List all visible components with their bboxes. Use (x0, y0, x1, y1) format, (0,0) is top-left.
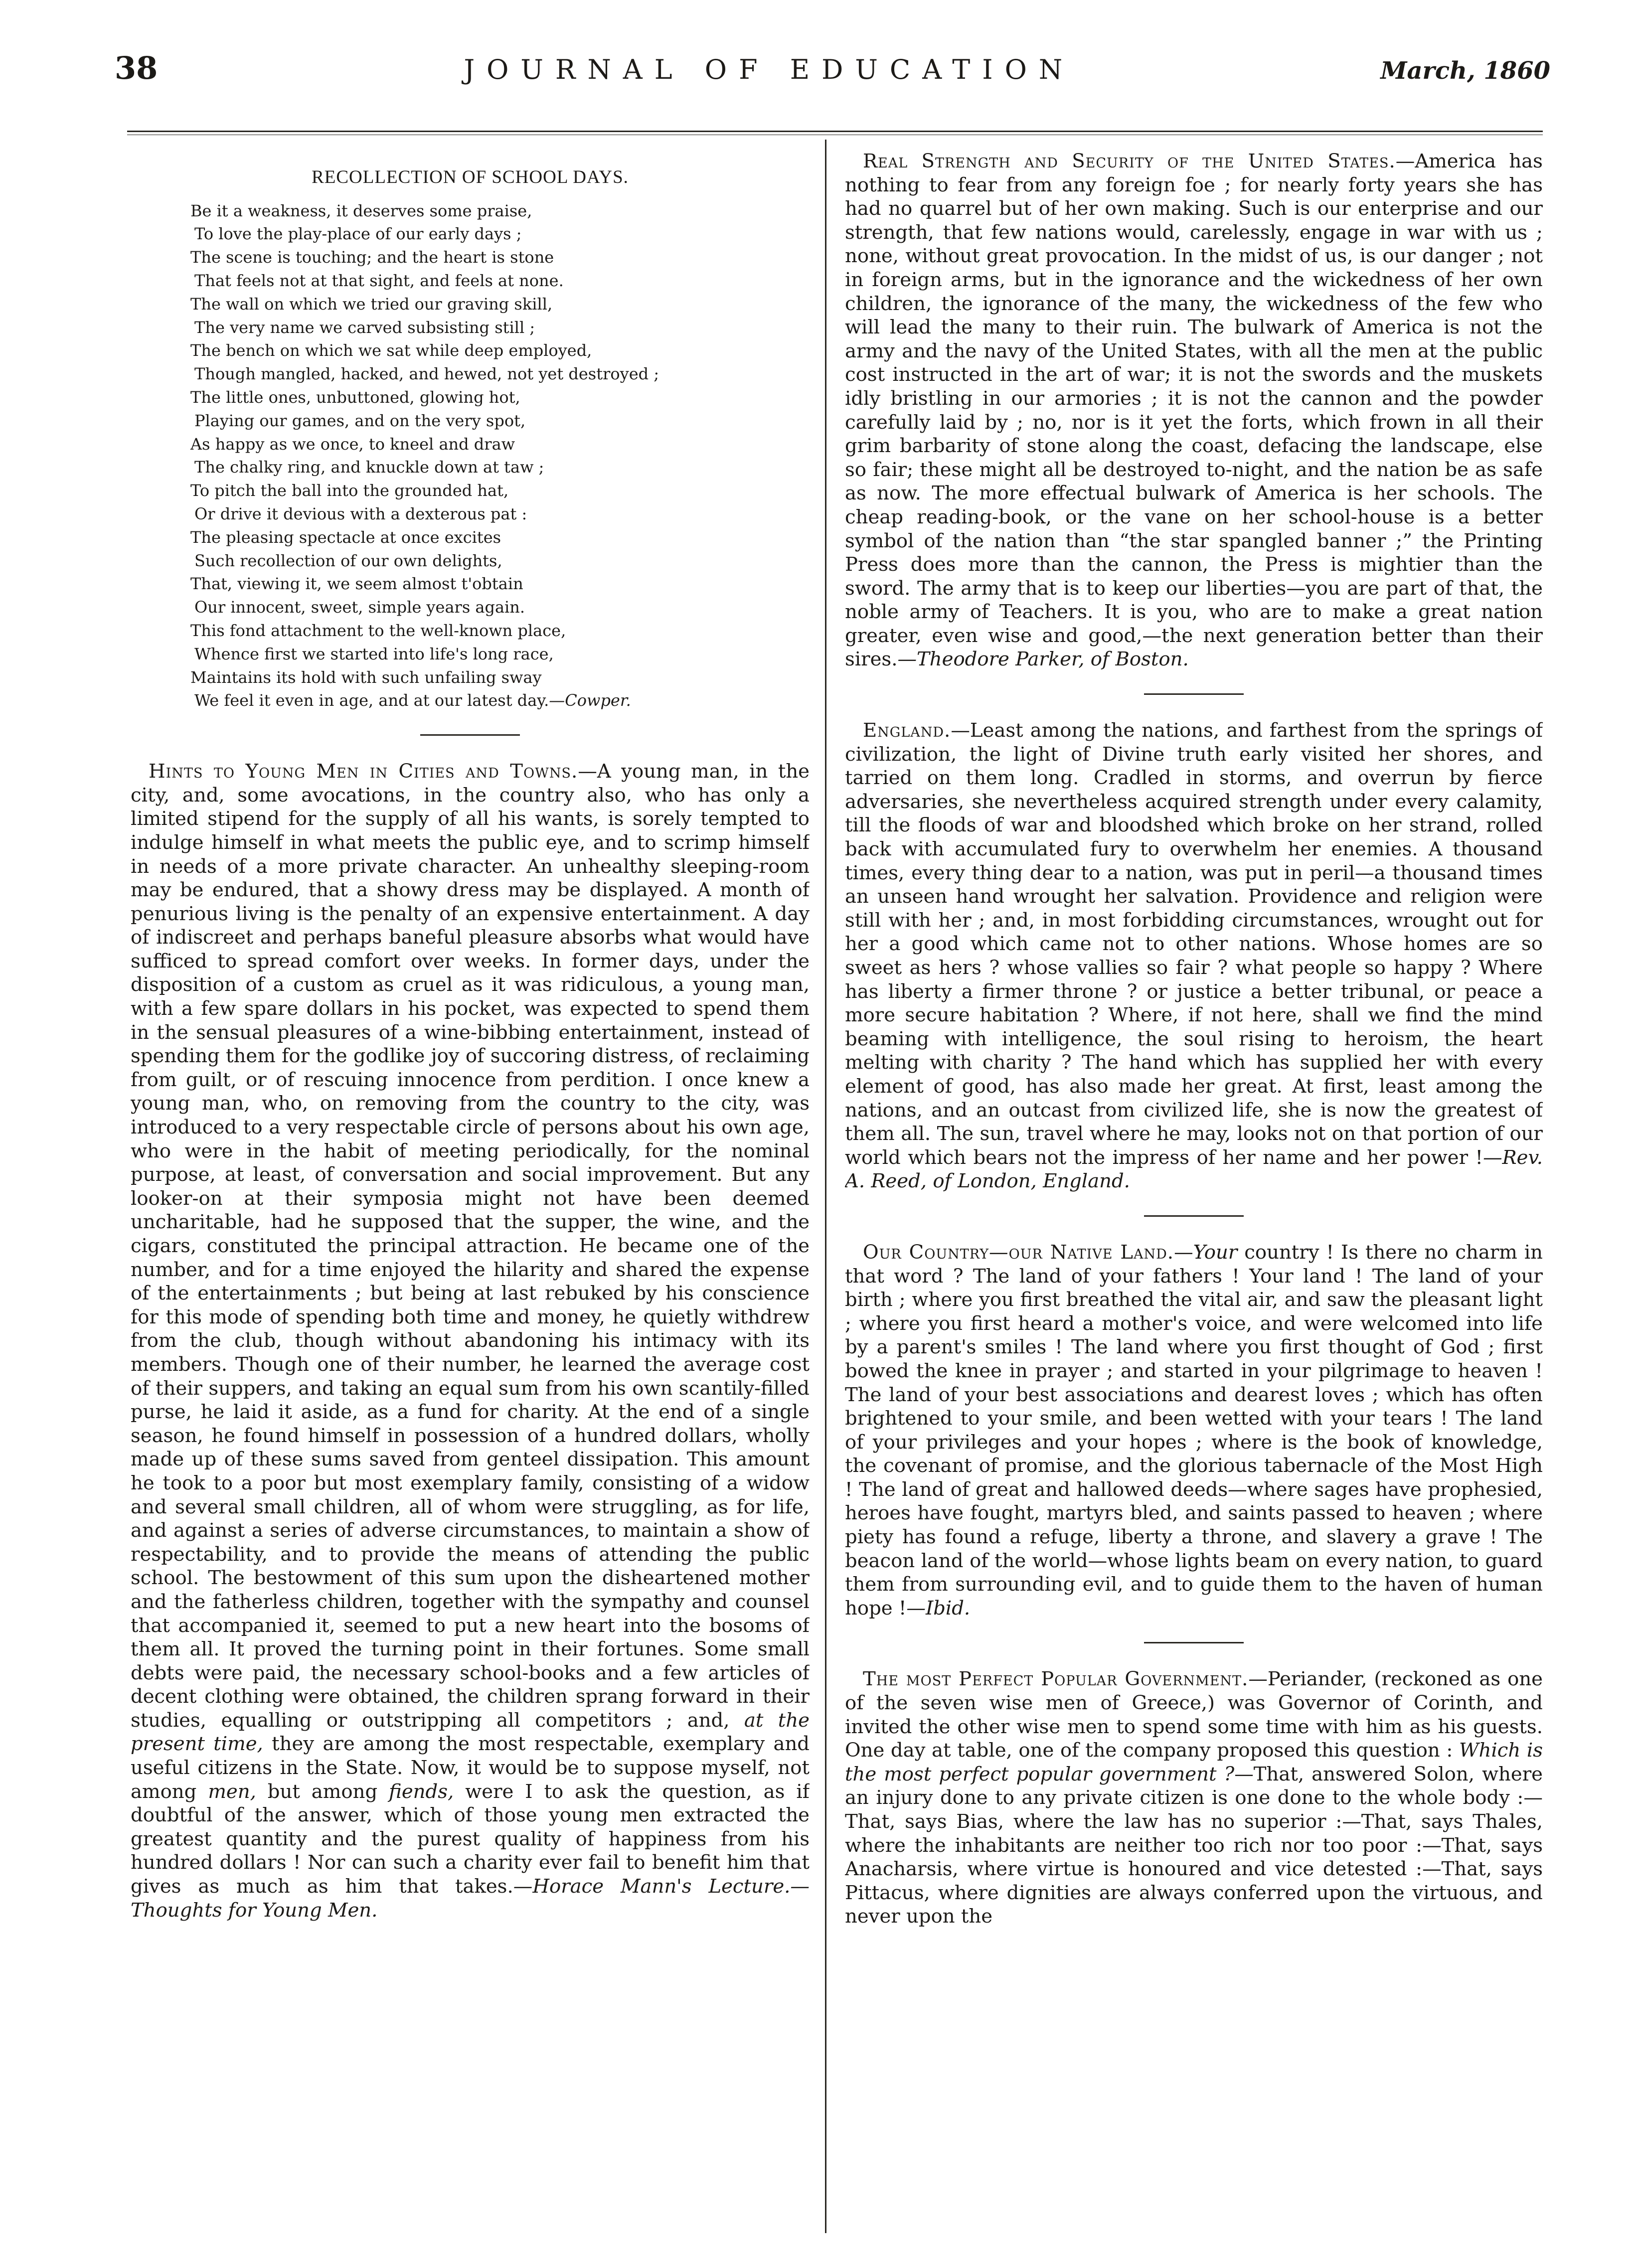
article-text: —That, answered Solon, where an injury done to any private citizen is one done to the whole body :—That, says Bias, where the law has no superior :—That, says Thales, where the inhabitants are neither too rich nor too poor :—That, says Anacharsis, where virtue is honoured and vice detested :—That, says Pittacus, where dignities are always conferred upon the virtuous, and never upon the (845, 1763, 1543, 1928)
article-attribution: —Ibid. (906, 1597, 971, 1620)
poem (190, 199, 810, 713)
article-hints-body (131, 760, 810, 1922)
article-italic: men, (208, 1780, 256, 1803)
article-italic: Which is the most perfect popular government ? (845, 1739, 1543, 1785)
poem-line: The scene is touching; and the heart is stone (190, 248, 554, 267)
article-attribution: —Rev. A. Reed, of London, England. (845, 1146, 1543, 1193)
article-text: —America has nothing to fear from any foreign foe ; for nearly forty years she has had no quarrel but of her own making. Such is our enterprise and our strength, that few nations would, carelessly, engage in war with us ; none, without great provocation. In the midst of us, is our danger ; not in foreign arms, but in the ignorance and the wickedness of her own children, the ignorance of the many, the wickedness of the few who will lead the many to their ruin. The bulwark of America is not the army and the navy of the United States, with all the men at the public cost instructed in the art of war; it is not the swords and the muskets idly bristling in our armories ; it is not the cannon and the powder carefully laid by ; no, nor is it yet the forts, which frown in all their grim barbarity of stone along the coast, defacing the landscape, else so fair; these might all be destroyed to-night, and the nation be as safe as now. The more effectual bulwark of America is her schools. The cheap reading-book, or the vane on her school-house is a better symbol of the nation than “the star spangled banner ;” the Printing Press does more than the cannon, the Press is mightier than the sword. The army that is to keep our liberties—you are part of that, the noble army of Teachers. It is you, who are to make a great nation greater, even wise and good,—the next generation better than their sires. (845, 150, 1543, 671)
poem-line: This fond attachment to the well-known place, (190, 621, 566, 640)
article-text: were I to ask the question, as if doubtful of the answer, which of those young men extracted the greatest quantity and the purest quality of happiness from his hundred dollars ! Nor can such a charity ever fail to benefit him that gives as much as him that takes. (131, 1780, 810, 1898)
poem-line-last (190, 689, 810, 712)
section-separator (1144, 693, 1244, 695)
article-england-body (845, 719, 1543, 1193)
article-country-body (845, 1241, 1543, 1620)
article-attribution: —Theodore Parker, of Boston. (897, 648, 1189, 671)
header-rule (127, 131, 1543, 132)
poem-line: As happy as we once, to kneel and draw (190, 434, 515, 454)
article-italic: Your (1193, 1241, 1238, 1264)
article-text: — (1174, 1241, 1193, 1264)
poem-line: Whence first we started into life's long race, (194, 644, 554, 663)
article-text: —Least among the nations, and farthest from the springs of civilization, the light of Divine truth early visited her shores, and tarried on them long. Cradled in storms, and overrun by fierce adversaries, she nevertheless acquired strength under every calamity, till the floods of war and bloodshed which broke on her strand, rolled back with accumulated fury to overwhelm her enemies. A thousand times, every thing dear to a nation, was put in peril—a thousand times an unseen hand wrought her salvation. Providence and religion were still with her ; and, in most forbidding circumstances, wrought out for her a good which came not to other nations. Whose homes are so sweet as hers ? whose vallies so fair ? what people so happy ? Where has liberty a firmer throne ? or justice a better tribunal, or peace a more secure habitation ? Where, if not here, shall we find the mind beaming with intelligence, the soul rising to heroism, the heart melting with charity ? The hand which has supplied her with every element of good, has also made her great. At first, least among the nations, and an outcast from civilized life, she is now the greatest of them all. The sun, travel where he may, looks not on that portion of our world which bears not the impress of her name and her power ! (845, 719, 1543, 1169)
poem-line: Maintains its hold with such unfailing sway (190, 667, 542, 687)
poem-line: To love the play-place of our early days ; (194, 224, 522, 244)
poem-title: RECOLLECTION OF SCHOOL DAYS. (312, 167, 629, 187)
article-attribution: —Horace Mann's Lecture.—Thoughts for Young Men. (131, 1875, 810, 1922)
left-column (131, 150, 810, 2233)
poem-line: Or drive it devious with a dexterous pat : (194, 504, 527, 523)
poem-line: To pitch the ball into the grounded hat, (190, 481, 509, 500)
poem-line: The little ones, unbuttoned, glowing hot, (190, 387, 520, 407)
page-number: 38 (115, 50, 158, 86)
article-heading: Hints to Young Men in Cities and Towns. (149, 760, 578, 783)
article-text: but among (267, 1780, 378, 1803)
article-hints (131, 760, 810, 1922)
article-heading: The most Perfect Popular Government. (863, 1668, 1249, 1691)
article-heading: Real Strength and Security of the United States. (863, 150, 1396, 172)
section-separator (1144, 1215, 1244, 1217)
poem-line: The bench on which we sat while deep employed, (190, 341, 592, 360)
article-england (845, 719, 1543, 1193)
journal-title: JOURNAL OF EDUCATION (464, 54, 1075, 85)
column-divider (825, 140, 826, 2233)
article-text: country ! Is there no charm in that word ? The land of your fathers ! Your land ! The land of your birth ; where you first breathed the vital air, and saw the pleasant light ; where you first heard a mother's voice, and were welcomed into life by a parent's smiles ! The land where you first thought of God ; first bowed the knee in prayer ; and started in your pilgrimage to heaven ! The land of your best associations and dearest loves ; which has often brightened to your smile, and been wetted with your tears ! The land of your privileges and your hopes ; where is the book of knowledge, the covenant of promise, and the glorious tabernacle of the Most High ! The land of great and hallowed deeds—where sages have prophesied, heroes have fought, martyrs bled, and saints passed to heaven ; where piety has found a refuge, liberty a throne, and slavery a grave ! The beacon land of the world—whose lights beam on every nation, to guard them from surrounding evil, and to guide them to the haven of human hope ! (845, 1241, 1543, 1620)
poem-line: Though mangled, hacked, and hewed, not yet destroyed ; (194, 364, 659, 384)
poem-line: The chalky ring, and knuckle down at taw ; (194, 458, 544, 477)
article-italic: at the present time, (131, 1709, 810, 1756)
article-strength-body (845, 150, 1543, 671)
poem-last-line-text: We feel it even in age, and at our latest day. (194, 691, 549, 710)
article-strength (845, 150, 1543, 671)
poem-line: The very name we carved subsisting still ; (194, 318, 535, 337)
article-text: —Periander, (reckoned as one of the seven wise men of Greece,) was Governor of Corinth, and invited the other wise men to spend some time with him as his guests. One day at table, one of the company proposed this question : (845, 1668, 1543, 1762)
poem-line: That feels not at that sight, and feels at none. (194, 271, 564, 290)
poem-line: Be it a weakness, it deserves some praise, (190, 201, 532, 220)
article-text: they are among the most respectable, exemplary and useful citizens in the State. Now, it would be to suppose myself, not among (131, 1733, 810, 1803)
right-column (845, 150, 1543, 2233)
poem-line: Our innocent, sweet, simple years again. (194, 598, 525, 617)
article-heading: England. (863, 719, 951, 742)
article-government (845, 1667, 1543, 1929)
poem-line: That, viewing it, we seem almost t'obtain (190, 574, 523, 594)
section-separator (1144, 1642, 1244, 1643)
poem-line: Such recollection of our own delights, (194, 551, 502, 570)
article-heading: Our Country—our Native Land. (863, 1241, 1174, 1264)
poem-line: The wall on which we tried our graving skill, (190, 294, 553, 314)
page-header (115, 50, 1550, 115)
issue-date: March, 1860 (1380, 57, 1550, 85)
poem-line: Playing our games, and on the very spot, (194, 411, 526, 430)
poem-attribution: —Cowper. (549, 691, 631, 710)
section-separator (420, 734, 520, 736)
poem-line: The pleasing spectacle at once excites (190, 527, 501, 547)
article-government-body (845, 1667, 1543, 1929)
article-country (845, 1241, 1543, 1620)
article-italic: fiends, (389, 1780, 454, 1803)
article-text: —A young man, in the city, and, some avocations, in the country also, who has only a limited stipend for the supply of all his wants, is sorely tempted to indulge himself in what meets the public eye, and to scrimp himself in needs of a more private character. An unhealthy sleeping-room may be endured, that a showy dress may be displayed. A month of penurious living is the penalty of an expensive entertainment. A day of indiscreet and perhaps baneful pleasure absorbs what would have sufficed to spread comfort over weeks. In former days, under the disposition of a custom as cruel as it was ridiculous, a young man, with a few spare dollars in his pocket, was expected to spend them in the sensual pleasures of a wine-bibbing entertainment, instead of spending them for the godlike joy of succoring distress, of reclaiming from guilt, or of rescuing innocence from perdition. I once knew a young man, who, on removing from the country to the city, was introduced to a very respectable circle of persons about his own age, who were in the habit of meeting periodically, for the nominal purpose, at least, of conversation and social improvement. But any looker-on at their symposia might not have been deemed uncharitable, had he supposed that the supper, the wine, and the cigars, constituted the principal attraction. He became one of the number, and for a time enjoyed the hilarity and shared the expense of the entertainments ; but being at last rebuked by his conscience for this mode of spending both time and money, he quietly withdrew from the club, though without abandoning his intimacy with its members. Though one of their number, he learned the average cost of their suppers, and taking an equal sum from his own scantily-filled purse, he laid it aside, as a fund for charity. At the end of a single season, he found himself in possession of a hundred dollars, wholly made up of these sums saved from genteel dissipation. This amount he took to a poor but most exemplary family, consisting of a widow and several small children, all of whom were struggling, as for life, and against a series of adverse circumstances, to maintain a show of respectability, and to provide the means of attending the public school. The bestowment of this sum upon the disheartened mother and the fatherless children, together with the sympathy and counsel that accompanied it, seemed to put a new heart into the bosoms of them all. It proved the turning point in their fortunes. Some small debts were paid, the necessary school-books and a few articles of decent clothing were obtained, the children sprang forward in their studies, equalling or outstripping all competitors ; and, (131, 760, 810, 1732)
